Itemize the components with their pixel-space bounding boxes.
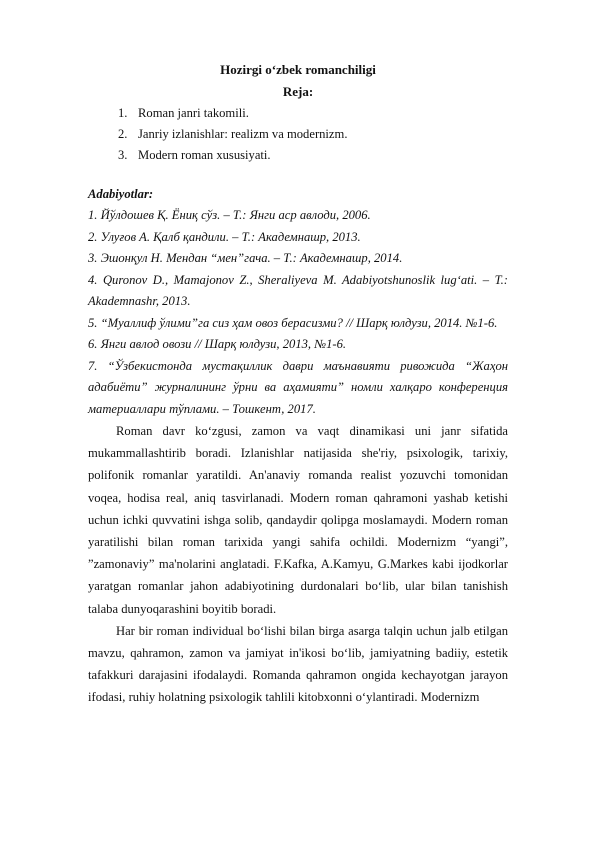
document-page — [88, 60, 508, 709]
reference-item: 3. Эшонқул Н. Мендан “мен”гача. – Т.: Академнашр, 2014. — [88, 251, 403, 265]
body-paragraph: Har bir roman individual bo‘lishi bilan birga asarga talqin uchun jalb etilgan mavzu, qahramon, zamon va jamiyat in'ikosi bo‘lib, jamiyatning badiiy, estetik tafakkuri darajasini ifodalaydi. Romanda qahramon ongida kechayotgan jarayon ifodasi, ruhiy holatning psixologik tahlili kitobxonni o‘ylantiradi. Modernizm — [88, 623, 508, 705]
body-paragraph: Roman davr ko‘zgusi, zamon va vaqt dinamikasi uni janr sifatida mukammallashtirib boradi. Izlanishlar natijasida she'riy, psixologik, tarixiy, polifonik romanlar yaratildi. An'anaviy romanda realist yozuvchi tomonidan voqea, hodisa real, aniq tasvirlanadi. Modern roman qahramoni yashab ketishi uchun ichki quvvatini ishga solib, qandaydir qolipga moslamaydi. Modern roman yaratilishi bilan roman tarixida yangi sahifa ochildi. Modernizm “yangi”, ”zamonaviy” ma'nolarini anglatadi. F.Kafka, A.Kamyu, G.Markes kabi ijodkorlar yaratgan romanlar jahon adabiyotining durdonalari bo‘lib, ular bilan tanishish talaba dunyoqarashini boyitib boradi. — [88, 424, 508, 616]
plan-item-number: 2. — [118, 127, 128, 141]
references-list — [88, 205, 508, 420]
references-heading: Adabiyotlar: — [88, 187, 154, 201]
plan-item-text: Roman janri takomili. — [138, 106, 249, 120]
reference-item: 7. “Ўзбекистонда мустақиллик даври маънавияти ривожида “Жаҳон адабиёти” журналининг ўрни ва аҳамияти” номли халқаро конференция материаллари тўплами. – Тошкент, 2017. — [88, 358, 508, 416]
plan-item-text: Janriy izlanishlar: realizm va modernizm. — [138, 127, 348, 141]
plan-item — [88, 103, 508, 124]
plan-list — [88, 103, 508, 166]
plan-item-number: 3. — [118, 148, 128, 162]
reference-item: 4. Quronov D., Mamajonov Z., Sheraliyeva M. Adabiyotshunoslik lug‘ati. – T.: Akademnashr, 2013. — [88, 272, 508, 308]
plan-item — [88, 124, 508, 145]
plan-item-number: 1. — [118, 106, 128, 120]
plan-item — [88, 145, 508, 166]
reference-item: 2. Улуғов А. Қалб қандили. – Т.: Академнашр, 2013. — [88, 229, 361, 244]
document-title: Hozirgi o‘zbek romanchiligi — [220, 62, 376, 77]
reference-item: 5. “Муаллиф ўлими”га сиз ҳам овоз берасизми? // Шарқ юлдузи, 2014. №1-6. — [88, 315, 498, 330]
reference-item: 1. Йўлдошев Қ. Ёниқ сўз. – Т.: Янги аср авлоди, 2006. — [88, 208, 371, 222]
reference-item: 6. Янги авлод овози // Шарқ юлдузи, 2013, №1-6. — [88, 337, 347, 351]
plan-heading: Reja: — [282, 84, 314, 99]
plan-item-text: Modern roman xususiyati. — [138, 148, 271, 162]
